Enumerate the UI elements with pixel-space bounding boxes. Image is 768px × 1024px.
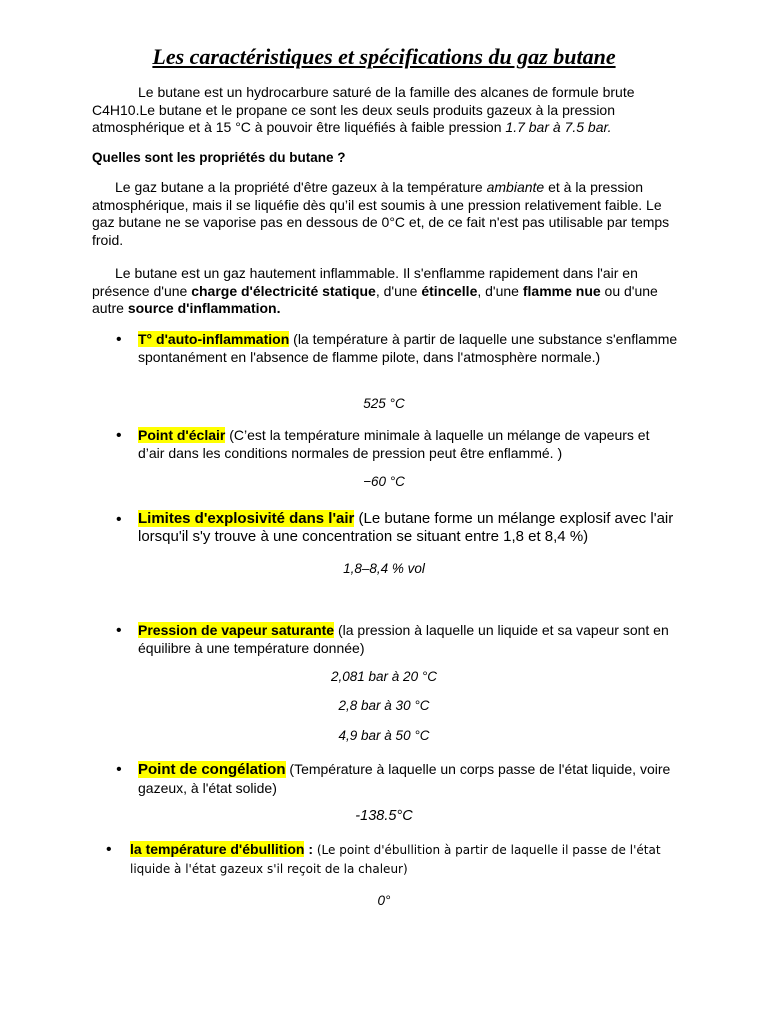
value-freezing-point: -138.5°C xyxy=(355,808,413,824)
value-boiling-point: 0° xyxy=(377,893,391,908)
value-auto-ignition: 525 °C xyxy=(363,396,405,411)
term-flash-point: Point d'éclair xyxy=(138,427,226,443)
desc-auto-ignition: (la température à partir de laquelle une substance s'enflamme spontanément en l'absence de flamme pilote, dans l'atmosphère normale.) xyxy=(138,331,678,365)
bullet-icon: • xyxy=(106,841,112,858)
property-auto-ignition xyxy=(138,330,678,366)
bullet-icon: • xyxy=(116,622,122,639)
property-vapor-pressure xyxy=(138,621,683,657)
para3-bold2: étincelle xyxy=(421,282,478,299)
para3-part4: ou d'une autre xyxy=(92,282,658,316)
bullet-icon: • xyxy=(116,761,122,778)
para2-part2: et à la pression atmosphérique, mais il se liquéfie dès qu’il est soumis à une pression relativement faible. Le gaz butane ne se vaporise pas en dessous de 0°C et, de ce fait n'est pas utilisable par temps froid. xyxy=(92,179,670,248)
para3-bold1: charge d'électricité statique xyxy=(191,282,376,299)
value-vapor-pressure-50: 4,9 bar à 50 °C xyxy=(338,728,430,743)
property-boiling-point xyxy=(130,840,690,878)
term-vapor-pressure: Pression de vapeur saturante xyxy=(138,622,335,638)
term-auto-ignition: T° d'auto-inflammation xyxy=(138,331,290,347)
bullet-icon: • xyxy=(116,511,122,528)
bullet-icon: • xyxy=(116,427,122,444)
para3-part3: , d'une xyxy=(477,282,523,299)
value-vapor-pressure-30: 2,8 bar à 30 °C xyxy=(338,698,430,713)
para3-part1: Le butane est un gaz hautement inflammable. Il s'enflamme rapidement dans l'air en présence d'une xyxy=(92,265,638,299)
desc-vapor-pressure: (la pression à laquelle un liquide et sa vapeur sont en équilibre à une température donnée) xyxy=(138,622,669,656)
value-flash-point: −60 °C xyxy=(363,474,405,489)
desc-flash-point: (C’est la température minimale à laquelle un mélange de vapeurs et d’air dans les conditions normales de pression peut être enflammé. ) xyxy=(138,427,650,461)
desc-explosive-limits: (Le butane forme un mélange explosif avec l'air lorsqu'il s'y trouve à une concentration se situant entre 1,8 et 8,4 %) xyxy=(138,510,674,545)
property-explosive-limits xyxy=(138,510,678,546)
para2-italic: ambiante xyxy=(486,179,545,195)
term-explosive-limits: Limites d'explosivité dans l'air xyxy=(138,510,355,527)
term-boiling-suffix: : xyxy=(304,841,314,857)
intro-pressure: 1.7 bar à 7.5 bar. xyxy=(505,119,612,135)
intro-paragraph xyxy=(92,84,652,137)
term-freezing-point: Point de congélation xyxy=(138,761,286,778)
para3-part2: , d'une xyxy=(375,282,422,299)
property-flash-point xyxy=(138,426,678,462)
desc-freezing-point: (Température à laquelle un corps passe de l'état liquide, voire gazeux, à l'état solide) xyxy=(138,761,671,796)
document-title: Les caractéristiques et spécifications du gaz butane xyxy=(152,44,616,69)
para2-part1: Le gaz butane a la propriété d'être gazeux à la température xyxy=(115,179,487,195)
properties-paragraph xyxy=(92,179,688,249)
property-freezing-point xyxy=(138,760,683,797)
bullet-icon: • xyxy=(116,331,122,348)
question-heading: Quelles sont les propriétés du butane ? xyxy=(92,150,346,165)
value-explosive-limits: 1,8–8,4 % vol xyxy=(343,561,425,576)
para3-bold3: flamme nue xyxy=(522,282,601,299)
term-boiling-point: la température d'ébullition xyxy=(130,841,305,857)
intro-text: Le butane est un hydrocarbure saturé de la famille des alcanes de formule brute C4H10.Le butane et le propane ce sont les deux seuls produits gazeux à la pression atmosphérique et à 15 °C à pouvoir être liquéfiés à faible pression xyxy=(92,84,635,135)
flammability-paragraph xyxy=(92,265,688,318)
value-vapor-pressure-20: 2,081 bar à 20 °C xyxy=(331,669,437,684)
desc-boiling-point: (Le point d'ébullition à partir de laquelle il passe de l'état liquide à l'état gazeux s'il reçoit de la chaleur) xyxy=(130,843,661,876)
para3-bold4: source d'inflammation. xyxy=(127,300,281,316)
